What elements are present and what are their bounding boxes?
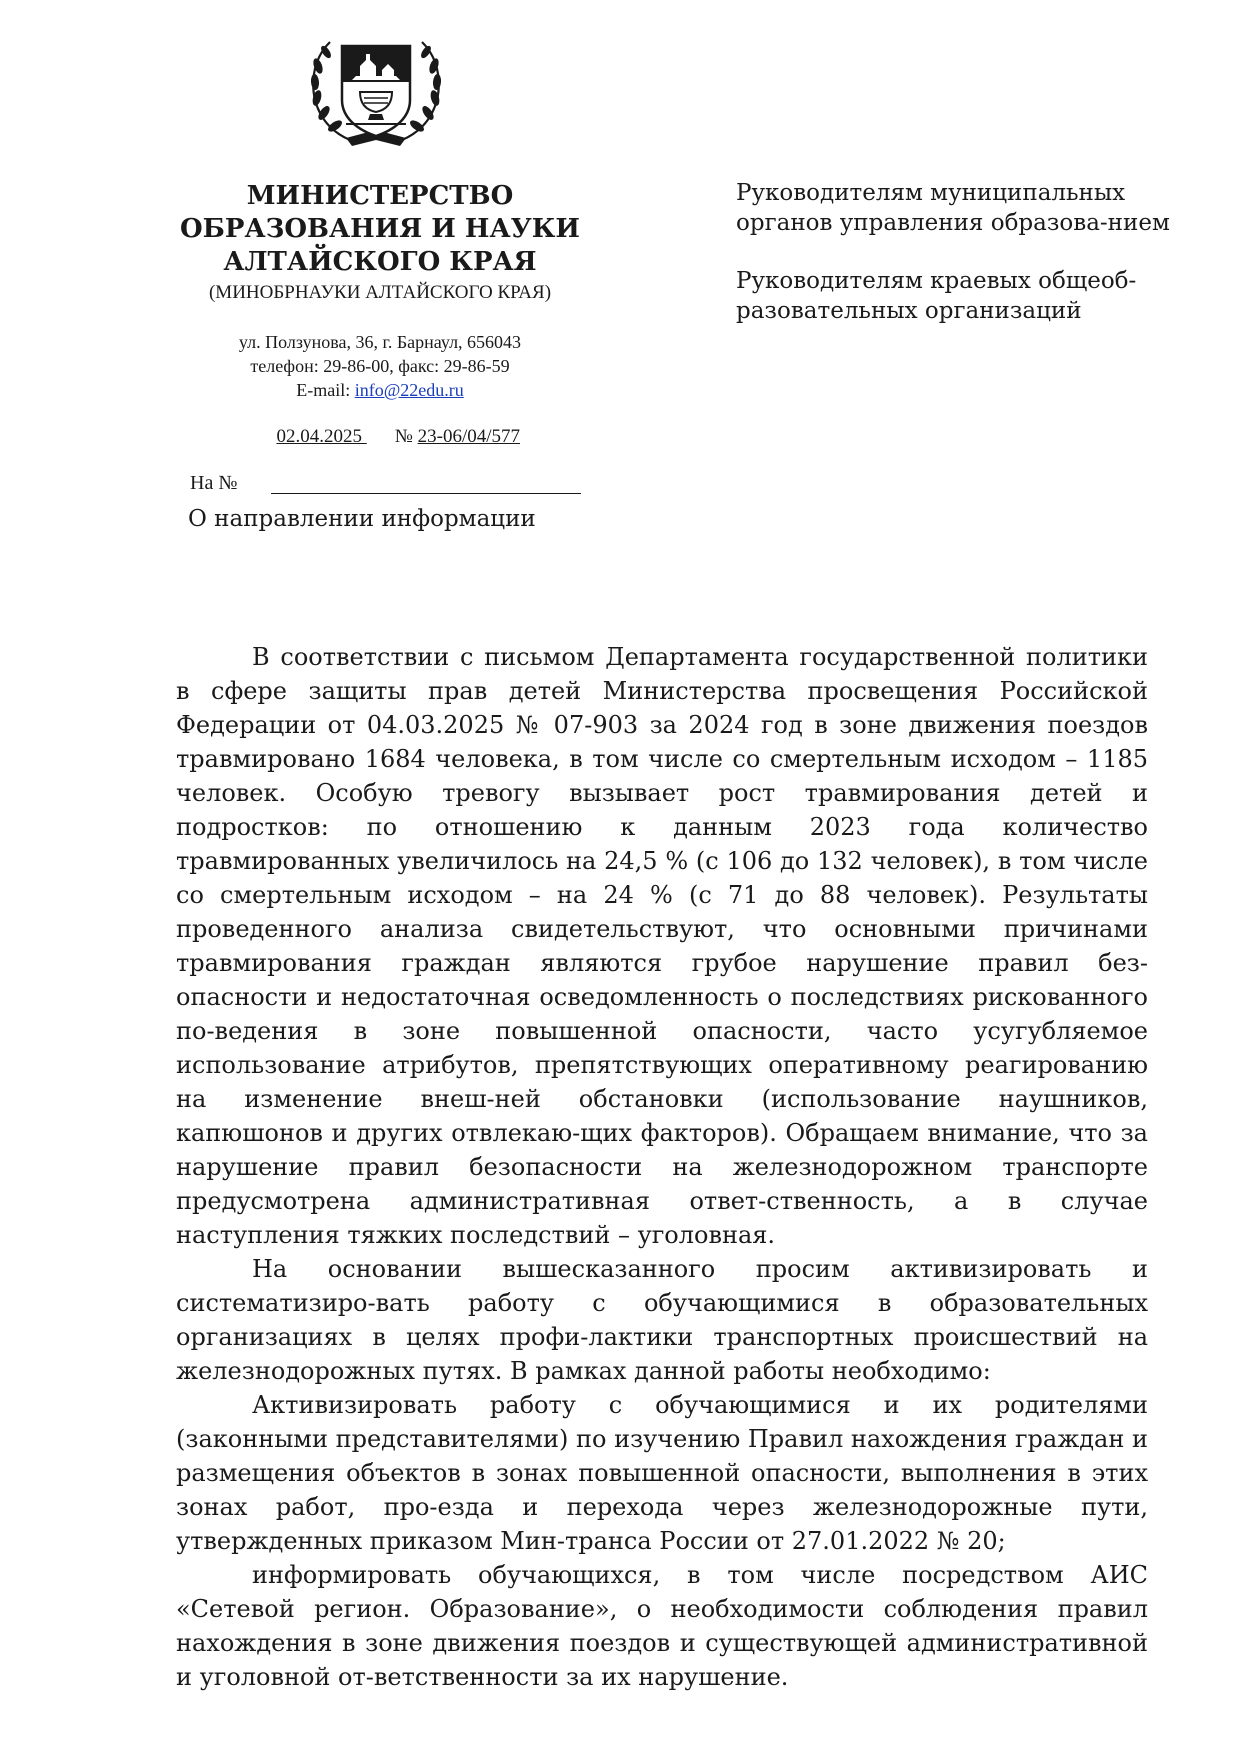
ministry-name-line: АЛТАЙСКОГО КРАЯ: [223, 247, 537, 277]
ministry-name-line: МИНИСТЕРСТВО: [246, 181, 514, 211]
body-paragraph: На основании вышесказанного просим активизировать и систематизиро-вать работу с обучающимися в образовательных организациях в целях профи-лактики транспортных происшествий на железнодорожных путях. В рамках данной работы необходимо:: [176, 1255, 1148, 1385]
reference-blank-line: [271, 493, 581, 494]
date-underline: [362, 426, 390, 448]
email-line: [170, 378, 590, 402]
addressee: Руководителям муниципальных органов управления образова-нием: [736, 180, 1170, 236]
outgoing-date: 02.04.2025: [276, 426, 362, 447]
body-paragraph: Активизировать работу с обучающимися и их родителями (законными представителями) по изучению Правил нахождения граждан и размещения объектов в зонах повышенной опасности, выполнения в этих зонах работ, про-езда и перехода через железнодорожные пути, утвержденных приказом Мин-транса России от 27.01.2022 № 20;: [176, 1391, 1148, 1555]
letter-subject: О направлении информации: [188, 506, 536, 532]
ministry-name: [170, 180, 590, 279]
reference-label: На №: [190, 472, 238, 494]
addressee: Руководителям краевых общеоб-разовательных организаций: [736, 268, 1137, 324]
postal-address: ул. Ползунова, 36, г. Барнаул, 656043: [238, 332, 522, 352]
addressees-block: [736, 178, 1176, 354]
email-label: E-mail:: [296, 380, 355, 400]
contact-block: [170, 330, 590, 402]
coat-of-arms-emblem: [302, 36, 450, 148]
body-paragraph: В соответствии с письмом Департамента государственной политики в сфере защиты прав детей Министерства просвещения Российской Федерации от 04.03.2025 № 07-903 за 2024 год в зоне движения поездов травмировано 1684 человека, в том числе со смертельным исходом – 1185 человек. Особую тревогу вызывает рост травмирования детей и подростков: по отношению к данным 2023 года количество травмированных увеличилось на 24,5 % (с 106 до 132 человек), в том числе со смертельным исходом – на 24 % (с 71 до 88 человек). Результаты проведенного анализа свидетельствуют, что основными причинами травмирования граждан являются грубое нарушение правил без-опасности и недостаточная осведомленность о последствиях рискованного по-ведения в зоне повышенной опасности, часто усугубляемое использование атрибутов, препятствующих оперативному реагированию на изменение внеш-ней обстановки (использование наушников, капюшонов и других отвлекаю-щих факторов). Обращаем внимание, что за нарушение правил безопасности на железнодорожном транспорте предусмотрена административная ответ-ственность, а в случае наступления тяжких последствий – уголовная.: [176, 643, 1148, 1249]
ministry-name-line: ОБРАЗОВАНИЯ И НАУКИ: [180, 214, 580, 244]
outgoing-number: 23-06/04/577: [417, 426, 521, 447]
email-link[interactable]: info@22edu.ru: [354, 380, 464, 400]
body-paragraph: информировать обучающихся, в том числе посредством АИС «Сетевой регион. Образование», о необходимости соблюдения правил нахождения в зоне движения поездов и существующей административной и уголовной от-ветственности за их нарушение.: [176, 1561, 1148, 1691]
registration-line: [200, 426, 520, 448]
ministry-short-name: (МИНОБРНАУКИ АЛТАЙСКОГО КРАЯ): [208, 282, 552, 303]
number-label: №: [394, 426, 413, 447]
letter-body: [176, 640, 1148, 1694]
phone-fax: телефон: 29-86-00, факс: 29-86-59: [250, 356, 510, 376]
